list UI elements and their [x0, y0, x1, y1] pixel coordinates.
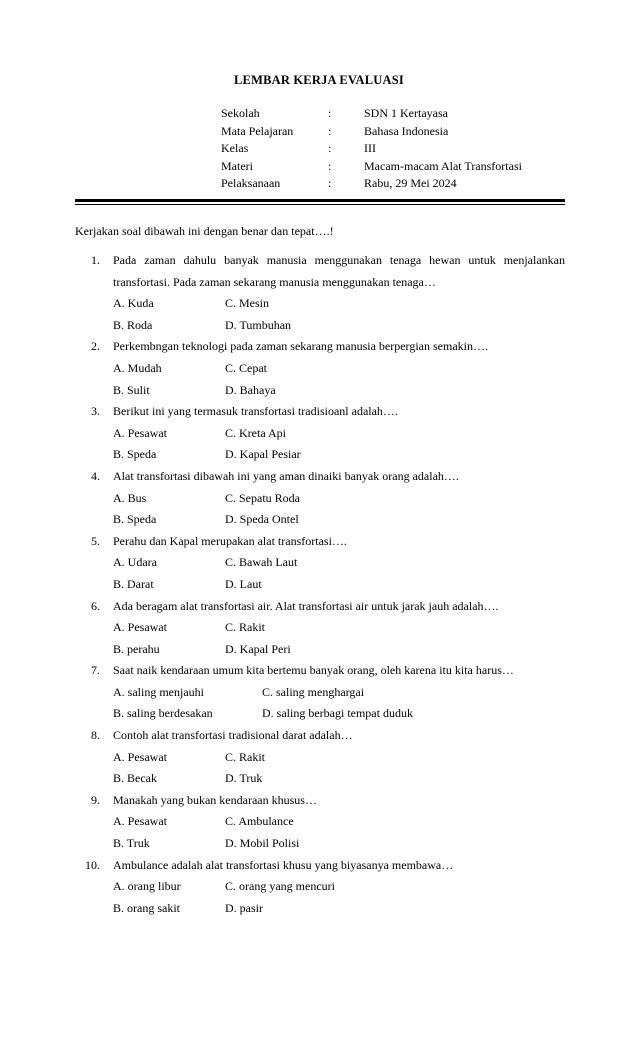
option-b: B. perahu	[113, 641, 160, 656]
question-text: Saat naik kendaraan umum kita bertemu banyak orang, oleh karena itu kita harus…	[113, 663, 514, 678]
option-a: A. Udara	[113, 555, 157, 570]
info-value: Rabu, 29 Mei 2024	[364, 176, 457, 191]
info-table	[221, 106, 581, 194]
question-5	[75, 534, 565, 599]
option-d: D. Kapal Peri	[225, 641, 291, 656]
option-d: D. pasir	[225, 900, 263, 915]
question-text: Contoh alat transfortasi tradisional darat adalah…	[113, 728, 353, 743]
option-b: B. Becak	[113, 771, 157, 786]
question-text: Berikut ini yang termasuk transfortasi tradisioanl adalah….	[113, 404, 398, 419]
question-3	[75, 404, 565, 469]
option-d: D. saling berbagi tempat duduk	[262, 706, 413, 721]
question-text: Alat transfortasi dibawah ini yang aman dinaiki banyak orang adalah….	[113, 468, 459, 483]
question-9	[75, 793, 565, 858]
info-colon: :	[328, 106, 332, 120]
option-c: C. Bawah Laut	[225, 555, 298, 570]
info-colon: :	[328, 176, 332, 191]
info-value: III	[364, 141, 376, 156]
question-list	[75, 253, 565, 922]
info-row-class	[221, 141, 581, 159]
info-key: Pelaksanaan	[221, 176, 281, 191]
question-number: 9.	[91, 792, 100, 807]
option-a: A. Bus	[113, 490, 147, 505]
option-c: C. Cepat	[225, 360, 267, 375]
info-value: Bahasa Indonesia	[364, 123, 449, 138]
question-number: 10.	[85, 857, 100, 872]
option-d: D. Truk	[225, 771, 263, 786]
info-row-material	[221, 159, 581, 177]
option-b: B. Darat	[113, 576, 154, 591]
option-b: B. Truk	[113, 836, 150, 851]
question-number: 2.	[91, 339, 100, 354]
question-6	[75, 599, 565, 664]
option-c: C. Rakit	[225, 620, 266, 635]
info-value: SDN 1 Kertayasa	[364, 106, 448, 120]
option-c: C. Ambulance	[225, 814, 294, 829]
info-row-date	[221, 176, 581, 194]
question-number: 8.	[91, 728, 100, 743]
question-text: Perahu dan Kapal merupakan alat transfortasi….	[113, 533, 347, 548]
option-a: A. Mudah	[113, 360, 162, 375]
option-c: C. Mesin	[225, 296, 270, 311]
option-b: B. saling berdesakan	[113, 706, 213, 721]
info-key: Kelas	[221, 141, 249, 156]
question-text: Pada zaman dahulu banyak manusia menggunakan tenaga hewan untuk menjalankan	[113, 253, 565, 267]
option-c: C. Rakit	[225, 749, 266, 764]
info-colon: :	[328, 141, 332, 156]
question-8	[75, 728, 565, 793]
question-text: Perkembngan teknologi pada zaman sekarang manusia berpergian semakin….	[113, 339, 488, 354]
info-row-school	[221, 106, 581, 124]
header-divider-thick	[75, 199, 565, 202]
info-key: Sekolah	[221, 106, 260, 120]
question-number: 3.	[91, 404, 100, 419]
option-a: A. Pesawat	[113, 749, 167, 764]
option-d: D. Kapal Pesiar	[225, 447, 301, 462]
info-colon: :	[328, 158, 332, 173]
page-title: LEMBAR KERJA EVALUASI	[234, 73, 404, 87]
option-d: D. Mobil Polisi	[225, 836, 300, 851]
question-number: 4.	[91, 468, 100, 483]
question-text: Ada beragam alat transfortasi air. Alat transfortasi air untuk jarak jauh adalah….	[113, 598, 499, 613]
question-text: Ambulance adalah alat transfortasi khusu yang biyasanya membawa…	[113, 857, 454, 872]
option-a: A. Pesawat	[113, 620, 167, 635]
question-number: 6.	[91, 598, 100, 613]
question-1	[75, 253, 565, 339]
option-a: A. saling menjauhi	[113, 684, 204, 699]
question-4	[75, 469, 565, 534]
option-d: D. Tumbuhan	[225, 317, 292, 332]
info-row-subject	[221, 124, 581, 142]
option-b: B. Speda	[113, 447, 157, 462]
option-b: B. Roda	[113, 317, 153, 332]
info-key: Mata Pelajaran	[221, 123, 294, 138]
option-d: D. Speda Ontel	[225, 512, 299, 527]
question-2	[75, 339, 565, 404]
question-text: Manakah yang bukan kendaraan khusus…	[113, 792, 317, 807]
question-number: 7.	[91, 663, 100, 678]
option-b: B. Speda	[113, 512, 157, 527]
option-c: C. Sepatu Roda	[225, 490, 300, 505]
question-number: 5.	[91, 533, 100, 548]
header-divider-thin	[75, 204, 565, 205]
info-value: Macam-macam Alat Transfortasi	[364, 158, 522, 173]
question-text-continued: transfortasi. Pada zaman sekarang manusia menggunakan tenaga…	[113, 274, 436, 289]
instruction-text: Kerjakan soal dibawah ini dengan benar dan tepat….!	[75, 224, 334, 238]
question-7	[75, 663, 565, 728]
option-a: A. orang libur	[113, 879, 181, 894]
option-a: A. Kuda	[113, 296, 154, 311]
option-d: D. Laut	[225, 576, 262, 591]
option-d: D. Bahaya	[225, 382, 276, 397]
option-c: C. saling menghargai	[262, 684, 365, 699]
option-a: A. Pesawat	[113, 425, 167, 440]
option-c: C. Kreta Api	[225, 425, 286, 440]
option-b: B. Sulit	[113, 382, 150, 397]
info-colon: :	[328, 123, 332, 138]
question-10	[75, 858, 565, 923]
option-a: A. Pesawat	[113, 814, 167, 829]
option-c: C. orang yang mencuri	[225, 879, 335, 894]
option-b: B. orang sakit	[113, 900, 180, 915]
info-key: Materi	[221, 158, 253, 173]
question-number: 1.	[91, 253, 100, 267]
